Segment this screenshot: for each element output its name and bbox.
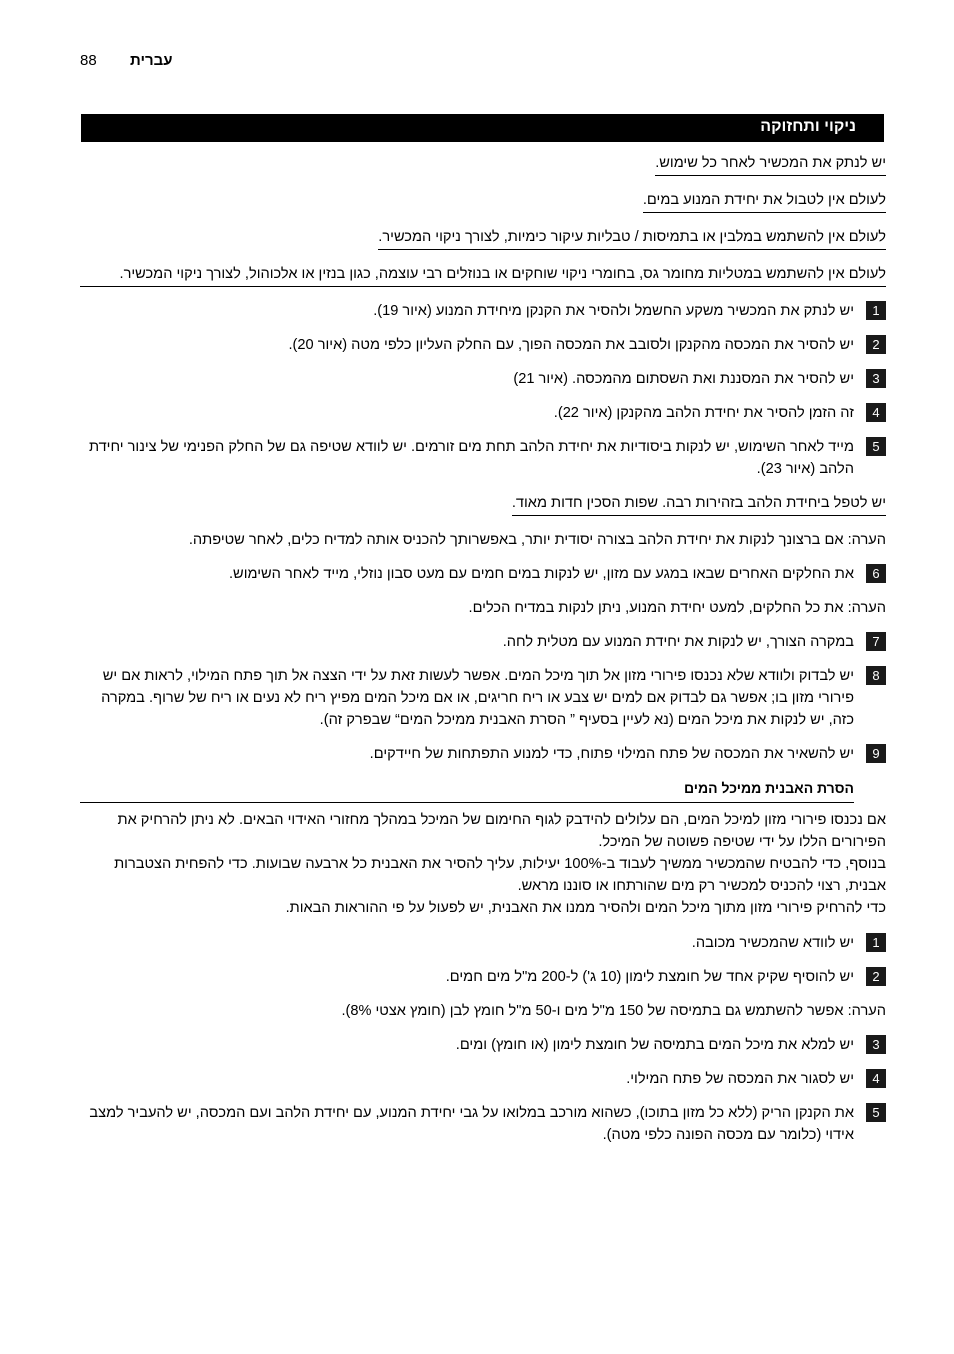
step-number: 2 [866,967,886,986]
step-item [80,1068,886,1090]
step-text: יש להסיר את המסננת ואת השסתום מהמכסה. (איור 21) [513,371,854,387]
step-item [80,631,886,653]
step-item [80,966,886,988]
step-item [80,1102,886,1146]
step-text: את הקנקן הריק (ללא כל מזון בתוכו), כשהוא מורכב במלואו על גבי יחידת המנוע, עם יחידת הלהב ועם המכסה, יש להעביר למצב אידוי (כלומר עם מכסה הפונה כלפי מטה). [89,1105,854,1143]
note-text: הערה: אפשר להשתמש גם בתמיסה של 150 מ"ל מים ו-50 מ"ל חומץ לבן (חומץ אצטי 8%). [341,1003,886,1019]
note-text: הערה: את כל החלקים, למעט יחידת המנוע, ניתן לנקות במדיח הכלים. [468,600,886,616]
step-item [80,932,886,954]
step-item [80,743,886,765]
step-item [80,300,886,322]
step-item [80,563,886,585]
step-text: במקרה הצורך, יש לנקות את יחידת המנוע עם מטלית לחה. [502,634,854,650]
step-number: 5 [866,437,886,456]
step-number: 3 [866,1035,886,1054]
paragraph: כדי להרחיק פירורי מזון מתוך מיכל המים ולהסיר ממנו את האבנית, יש לפעול על פי ההוראות הבאות. [285,900,886,916]
step-item [80,665,886,731]
warning-line: לעולם אין להשתמש במטליות מחומר גס, בחומרי ניקוי שוחקים או בנוזלים רבי עוצמה, כגון בנזין או אלכוהול, לצורך ניקוי המכשיר. [80,263,886,287]
subsection-divider [80,802,854,803]
step-text: יש לסגור את המכסה של פתח המילוי. [626,1071,854,1087]
step-text: זה הזמן להסיר את יחידת הלהב מהקנקן (איור 22). [553,405,854,421]
step-number: 9 [866,744,886,763]
step-text: יש לוודא שהמכשיר מכובה. [691,935,854,951]
step-number: 6 [866,564,886,583]
step-number: 4 [866,1069,886,1088]
step-text: יש להסיר את המכסה מהקנקן ולסובב את המכסה הפוך, עם החלק העליון כלפי מטה (איור 20). [288,337,854,353]
step-number: 8 [866,666,886,685]
paragraph: בנוסף, כדי להבטיח שהמכשיר ממשיך לעבוד ב-100% יעילות, עליך להסיר את האבנית כל ארבעה שבועות. כדי להפחית הצטברות אבנית, רצוי להכניס למכשיר רק מים שהורתחו או סוננו מראש. [114,856,886,894]
note-text: הערה: אם ברצונך לנקות את יחידת הלהב בצורה יסודית יותר, באפשרותך להכניס אותה למדיח כלים, לאחר שטיפתה. [188,532,886,548]
paragraph: אם נכנסו פירורי מזון למיכל המים, הם עלולים להידבק לגוף החימום של המיכל במהלך מחזורי האידוי הבאים. לא ניתן להרחיק את הפירורים הללו על ידי שטיפה פשוטה של המיכל. [117,812,886,850]
step-number: 5 [866,1103,886,1122]
step-text: יש לבדוק ולוודא שלא נכנסו פירורי מזון אל תוך מיכל המים. אפשר לעשות זאת על ידי הצצה אל תוך פתח המילוי, לראות אם יש פירורי מזון בו; אפשר גם לבדוק אם למים יש צבע או ריח חריגים, או אם מיכל המים מפיץ ריח לא נעים או ריח של שרוף. במקרה כזה, יש לנקות את מיכל המים (נא לעיין בסעיף ” הסרת האבנית ממיכל המים“ שבפרק זה). [101,668,854,728]
warning-line: יש לנתק את המכשיר לאחר כל שימוש. [655,152,886,176]
blade-warning: יש לטפל ביחידת הלהב בזהירות רבה. שפות הסכין חדות מאוד. [512,492,886,516]
step-item [80,436,886,480]
intro-paragraphs [80,809,886,919]
language-label: עברית [130,52,173,69]
page-content [80,152,886,1158]
step-item [80,368,886,390]
section-title: ניקוי ותחזוקה [760,118,856,135]
step-text: יש להוסיף שקיק אחד של חומצת לימון (10 ג') ל-200 מ"ל מים חמים. [445,969,854,985]
subsection-title: הסרת האבנית ממיכל המים [683,780,854,796]
step-number: 1 [866,301,886,320]
step-number: 3 [866,369,886,388]
step-item [80,1034,886,1056]
step-text: מייד לאחר השימוש, יש לנקות ביסודיות את יחידת הלהב תחת מים זורמים. יש לוודא שטיפה גם של החלק הפנימי של צינור יחידת הלהב (איור 23). [88,439,854,477]
step-text: יש להשאיר את המכסה של פתח המילוי פתוח, כדי למנוע התפתחות של חיידקים. [369,746,854,762]
step-number: 7 [866,632,886,651]
step-text: יש למלא את מיכל המים בתמיסה של חומצת לימון (או חומץ) ומים. [455,1037,854,1053]
step-text: יש לנתק את המכשיר משקע החשמל ולהסיר את הקנקן מיחידת המנוע (איור 19). [373,303,854,319]
warning-line: לעולם אין לטבול את יחידת המנוע במים. [643,189,886,213]
step-item [80,402,886,424]
step-item [80,334,886,356]
section-title-bar [81,114,884,142]
step-text: את החלקים האחרים שבאו במגע עם מזון, יש לנקות במים חמים עם מעט סבון נוזלי, מייד לאחר השימוש. [228,566,854,582]
step-number: 4 [866,403,886,422]
warning-line: לעולם אין להשתמש במלבין או בתמיסות / טבליות עיקור כימיות, לצורך ניקוי המכשיר. [378,226,886,250]
page-number: 88 [80,52,97,69]
step-number: 2 [866,335,886,354]
step-number: 1 [866,933,886,952]
